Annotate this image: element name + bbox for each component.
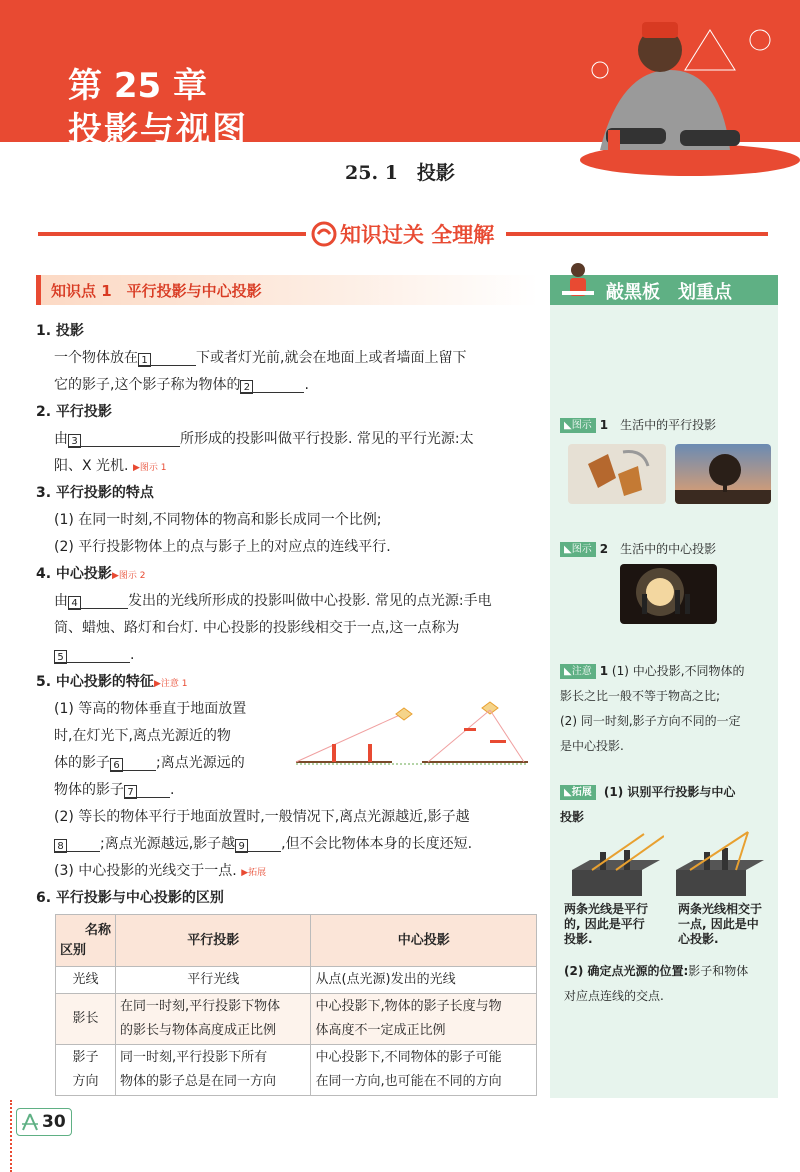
- s5-line-4: 物体的影子 7 .: [54, 782, 175, 798]
- column-header-central: 中心投影: [311, 915, 537, 967]
- extension-badge: ◣拓展: [560, 785, 596, 800]
- s3-line-2: (2) 平行投影物体上的点与影子上的对应点的连线平行.: [54, 539, 391, 555]
- s2-line-2: 阳、X 光机. ▶图示 1: [54, 458, 167, 474]
- note-badge: ◣注意: [560, 664, 596, 679]
- knowledge-point-title: 知识点 1 平行投影与中心投影: [51, 282, 262, 300]
- s5-line-1: (1) 等高的物体垂直于地面放置: [54, 701, 247, 717]
- caption-central: 两条光线相交于 一点, 因此是中 心投影.: [678, 902, 763, 946]
- heading-projection: 1. 投影: [36, 323, 84, 339]
- s5-line-5: (2) 等长的物体平行于地面放置时,一般情况下,离点光源越近,影子越: [54, 809, 470, 825]
- title-rule-right: [506, 232, 768, 236]
- s1-line-1: 一个物体放在 1 下或者灯光前,就会在地面上或者墙面上留下: [54, 350, 467, 366]
- compass-icon: [20, 1112, 40, 1132]
- blank-5: 5: [54, 645, 130, 663]
- shadow-play-photo: [620, 564, 717, 624]
- page-margin-decoration: [10, 1100, 14, 1172]
- knowledge-title: 知识过关 全理解: [340, 223, 495, 247]
- sidebar-title: 敲黑板 划重点: [606, 282, 732, 303]
- caption-parallel: 两条光线是平行 的, 因此是平行 投影.: [564, 902, 649, 946]
- blank-9: 9: [235, 834, 281, 852]
- chapter-number: 第 25 章: [68, 66, 207, 106]
- chapter-name: 投影与视图: [68, 110, 248, 150]
- title-rule-left: [38, 232, 306, 236]
- heading-parallel-features: 3. 平行投影的特点: [36, 485, 154, 501]
- note-1-line-2: 影长之比一般不等于物高之比;: [560, 689, 721, 703]
- lamp-shadow-diagram: [292, 700, 532, 770]
- swirl-icon: [310, 220, 338, 248]
- extension-title-line-1: ◣拓展 (1) 识别平行投影与中心: [560, 781, 735, 803]
- table-corner: 名称 区别: [56, 915, 116, 967]
- column-header-parallel: 平行投影: [116, 915, 311, 967]
- figure-2-tag[interactable]: ▶图示 2: [111, 571, 146, 581]
- extension-title-line-2: 投影: [560, 810, 585, 824]
- blank-3: 3: [68, 429, 180, 447]
- figure-badge: ◣图示: [560, 542, 596, 557]
- s2-line-1: 由 3 所形成的投影叫做平行投影. 常见的平行光源:太: [54, 431, 474, 447]
- extension-tag[interactable]: ▶拓展: [241, 868, 267, 878]
- knowledge-point-header: [36, 275, 538, 305]
- s5-line-3: 体的影子 6 ;离点光源远的: [54, 755, 245, 771]
- page-number: 30: [42, 1112, 66, 1132]
- table-row: 影子 方向 同一时刻,平行投影下所有 物体的影子总是在同一方向 中心投影下,不同物体的影子可能 在同一方向,也可能在不同的方向: [56, 1045, 537, 1096]
- extension-2-line-1: (2) 确定点光源的位置:影子和物体: [564, 964, 749, 978]
- blank-2: 2: [240, 375, 304, 393]
- note-1-line-4: 是中心投影.: [560, 739, 624, 753]
- blank-7: 7: [124, 780, 170, 798]
- teacher-icon: [560, 261, 596, 305]
- s3-line-1: (1) 在同一时刻,不同物体的物高和影长成同一个比例;: [54, 512, 382, 528]
- heading-difference: 6. 平行投影与中心投影的区别: [36, 890, 224, 906]
- figure-2-caption: ◣图示 2 生活中的中心投影: [560, 538, 716, 560]
- blank-8: 8: [54, 834, 100, 852]
- s4-line-1: 由 4 发出的光线所形成的投影叫做中心投影. 常见的点光源:手电: [54, 593, 492, 609]
- figure-1-tag[interactable]: ▶图示 1: [132, 463, 167, 473]
- section-title: 25. 1 投影: [345, 162, 455, 184]
- parallel-light-diagram: [572, 830, 664, 900]
- tree-photo: [675, 444, 771, 504]
- table-row: 影长 在同一时刻,平行投影下物体 的影长与物体高度成正比例 中心投影下,物体的影子长度与物 体高度不一定成正比例: [56, 994, 537, 1045]
- s5-line-2: 时,在灯光下,离点光源近的物: [54, 728, 231, 744]
- heading-central-projection: 4. 中心投影▶图示 2: [36, 566, 146, 582]
- s4-line-2: 筒、蜡烛、路灯和台灯. 中心投影的投影线相交于一点,这一点称为: [54, 620, 460, 636]
- note-1-line-1: ◣注意 1 (1) 中心投影,不同物体的: [560, 660, 745, 682]
- blank-4: 4: [68, 591, 128, 609]
- s4-line-3: 5 .: [54, 642, 134, 669]
- note-1-line-3: (2) 同一时刻,影子方向不同的一定: [560, 714, 741, 728]
- central-light-diagram: [676, 830, 768, 900]
- heading-central-features: 5. 中心投影的特征▶注意 1: [36, 674, 188, 690]
- heading-parallel-projection: 2. 平行投影: [36, 404, 112, 420]
- s5-line-6: 8 ;离点光源越远,影子越 9 ,但不会比物体本身的长度还短.: [54, 831, 472, 858]
- note-1-tag[interactable]: ▶注意 1: [153, 679, 188, 689]
- comparison-table: [55, 914, 537, 1096]
- s5-line-7: (3) 中心投影的光线交于一点. ▶拓展: [54, 863, 267, 879]
- blank-1: 1: [138, 348, 196, 366]
- table-row: 光线 平行光线 从点(点光源)发出的光线: [56, 967, 537, 994]
- blank-6: 6: [110, 753, 156, 771]
- extension-2-line-2: 对应点连线的交点.: [564, 989, 664, 1003]
- leaves-photo: [568, 444, 666, 504]
- figure-1-caption: ◣图示 1 生活中的平行投影: [560, 414, 716, 436]
- s1-line-2: 它的影子,这个影子称为物体的 2 .: [54, 377, 309, 393]
- figure-badge: ◣图示: [560, 418, 596, 433]
